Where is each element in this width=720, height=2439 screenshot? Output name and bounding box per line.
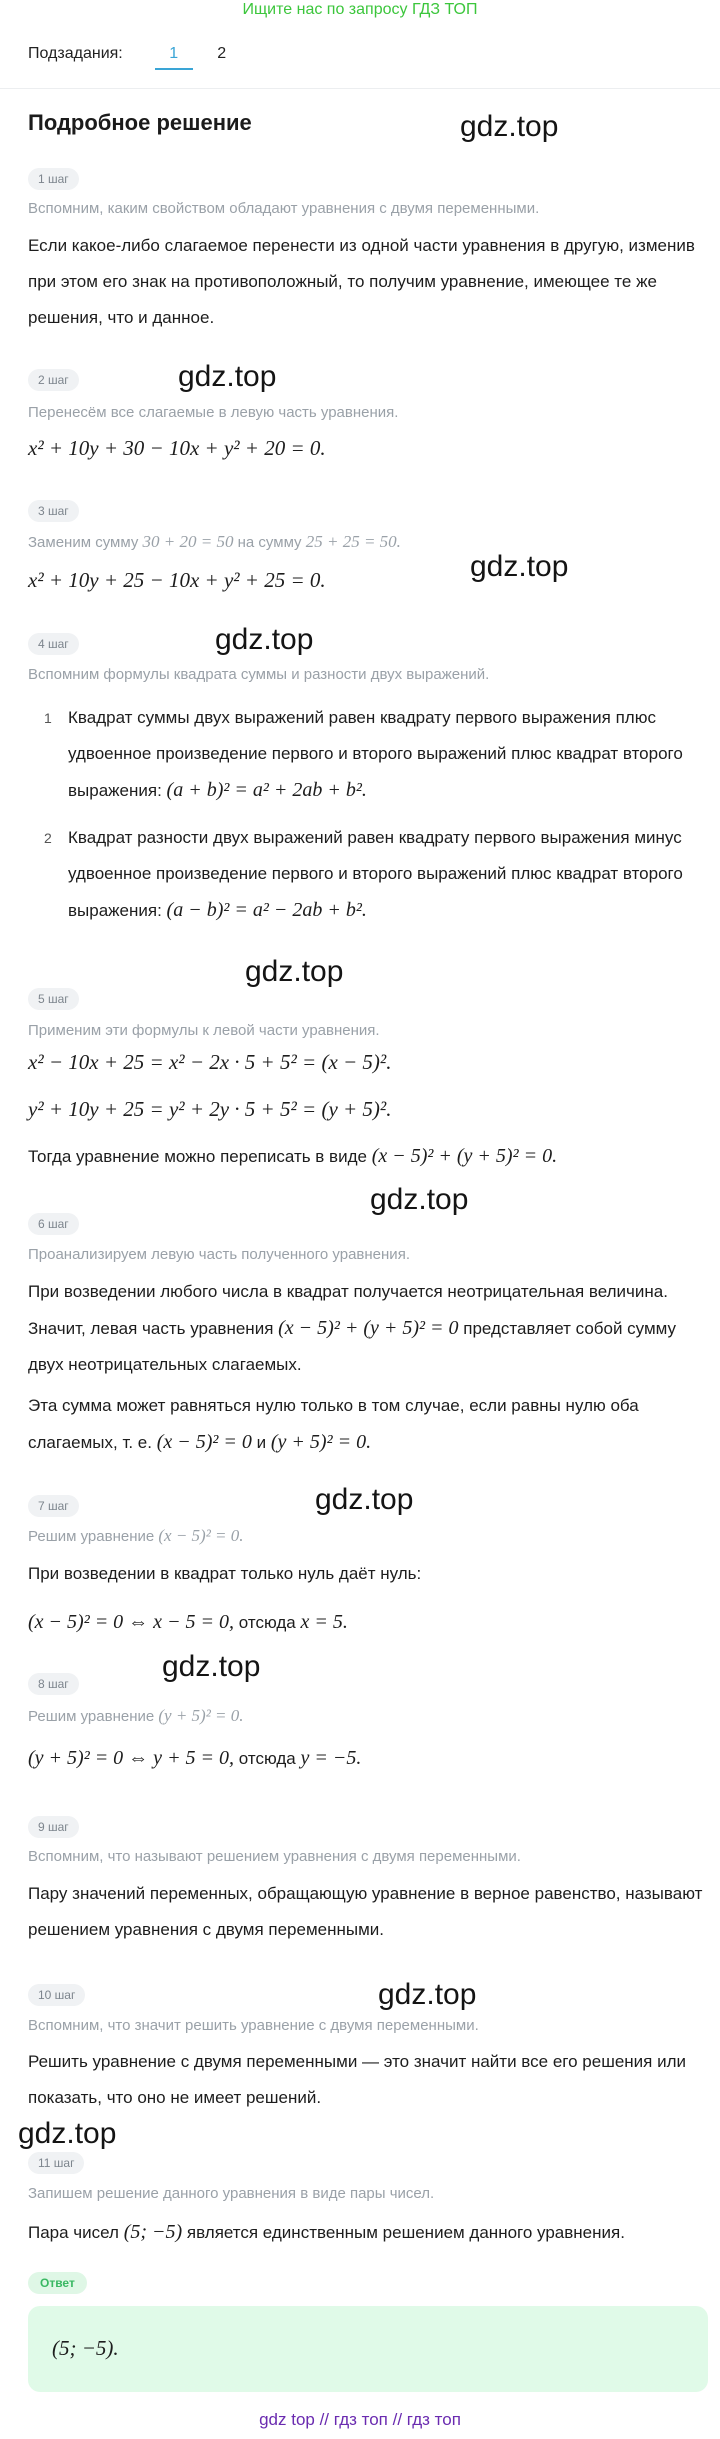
hint-math: (x − 5)² = 0. — [158, 1526, 244, 1545]
step-badge: 3 шаг — [28, 500, 79, 522]
step-text: Решить уравнение с двумя переменными — это значит найти все его решения или показать, что оно не имеет решений. — [28, 2052, 687, 2107]
text-part: отсюда — [238, 1613, 296, 1632]
hint-text: Решим уравнение — [28, 1528, 155, 1545]
step-hint: Вспомним, что значит решить уравнение с двумя переменными. — [28, 2017, 479, 2034]
step-hint: Перенесём все слагаемые в левую часть уравнения. — [28, 404, 399, 421]
watermark: gdz.top — [178, 360, 277, 393]
hint-math: (y + 5)² = 0. — [158, 1706, 244, 1725]
text-part: отсюда — [238, 1749, 296, 1768]
watermark: gdz.top — [315, 1483, 414, 1516]
hint-text: на сумму — [237, 534, 302, 551]
text-math: x = 5. — [300, 1611, 348, 1633]
search-banner: Ищите нас по запросу ГДЗ ТОП — [242, 1, 478, 18]
text-part: Эта сумма может равняться нулю только в том случае, если равны нулю оба слагаемых, т. е. — [28, 1396, 639, 1452]
text-part: При возведении любого числа в квадрат получается неотрицательная величина. Значит, левая часть уравнения — [28, 1282, 668, 1338]
answer-box — [28, 2306, 708, 2392]
text-math: y = −5. — [300, 1747, 362, 1769]
watermark: gdz.top — [162, 1650, 261, 1683]
watermark: gdz.top — [18, 2117, 117, 2150]
tab-subtask-2[interactable]: 2 — [217, 45, 227, 62]
step-badge: 11 шаг — [28, 2152, 84, 2174]
hint-math: 25 + 25 = 50. — [305, 532, 401, 551]
tab-subtask-1[interactable]: 1 — [155, 40, 193, 70]
step-text — [28, 2214, 708, 2251]
step-badge: 8 шаг — [28, 1673, 79, 1695]
text-math: (x − 5)² = 0 — [156, 1431, 252, 1453]
text-math: (y + 5)² = 0 ⇔ y + 5 = 0, — [28, 1747, 235, 1769]
step-badge: 1 шаг — [28, 168, 79, 190]
step-formula: x² + 10y + 25 − 10x + y² + 25 = 0. — [28, 568, 326, 592]
text-math: (5; −5) — [123, 2221, 183, 2243]
watermark: gdz.top — [460, 110, 559, 143]
page-title: Подробное решение — [28, 110, 252, 135]
step-hint: Вспомним формулы квадрата суммы и разности двух выражений. — [28, 666, 490, 683]
step-badge: 5 шаг — [28, 988, 79, 1010]
subtasks-label: Подзадания: — [28, 45, 123, 62]
step-formula — [28, 1740, 708, 1777]
step-hint: Проанализируем левую часть полученного уравнения. — [28, 1246, 410, 1263]
step-formula: x² + 10y + 30 − 10x + y² + 20 = 0. — [28, 436, 326, 460]
list-text: Квадрат суммы двух выражений равен квадрату первого выражения плюс удвоенное произведение первого и второго выражений плюс квадрат второго выражения: — [68, 708, 683, 800]
watermark: gdz.top — [378, 1978, 477, 2011]
list-number: 2 — [44, 830, 52, 846]
text-math: (x − 5)² = 0 ⇔ x − 5 = 0, — [28, 1611, 235, 1633]
step-badge: 7 шаг — [28, 1495, 79, 1517]
step-badge: 2 шаг — [28, 369, 79, 391]
step-text — [28, 1274, 708, 1383]
text-part: является единственным решением данного уравнения. — [186, 2223, 625, 2242]
step-hint: Применим эти формулы к левой части уравнения. — [28, 1022, 380, 1039]
text-math: (x − 5)² + (y + 5)² = 0 — [278, 1317, 459, 1339]
list-math: (a − b)² = a² − 2ab + b². — [166, 899, 367, 921]
step-badge: 9 шаг — [28, 1816, 79, 1838]
step-hint — [28, 1526, 244, 1546]
hint-math: 30 + 20 = 50 — [142, 532, 234, 551]
step-hint: Вспомним, каким свойством обладают уравнения с двумя переменными. — [28, 200, 540, 217]
step-hint — [28, 532, 401, 552]
divider — [0, 88, 720, 89]
step-hint — [28, 1706, 244, 1726]
step-badge: 4 шаг — [28, 633, 79, 655]
step-hint: Вспомним, что называют решением уравнения с двумя переменными. — [28, 1848, 521, 1865]
hint-text: Решим уравнение — [28, 1708, 155, 1725]
list-item — [44, 700, 694, 809]
answer-value: (5; −5). — [52, 2336, 119, 2360]
step-badge: 6 шаг — [28, 1213, 79, 1235]
step-text: Если какое-либо слагаемое перенести из одной части уравнения в другую, изменив при этом его знак на противоположный, то получим уравнение, имеющее те же решения, что и данное. — [28, 236, 695, 327]
text-part: представляет собой сумму двух неотрицательных слагаемых. — [28, 1319, 677, 1374]
subtasks-bar — [28, 40, 708, 80]
step-text: При возведении в квадрат только нуль даёт нуль: — [28, 1564, 422, 1583]
watermark: gdz.top — [215, 623, 314, 656]
step-formula — [28, 1604, 708, 1641]
text-math: (x − 5)² + (y + 5)² = 0. — [371, 1145, 558, 1167]
step-badge: 10 шаг — [28, 1984, 85, 2006]
step-text: Пару значений переменных, обращающую уравнение в верное равенство, называют решением уравнения с двумя переменными. — [28, 1884, 703, 1939]
text-part: Пара чисел — [28, 2223, 119, 2242]
list-math: (a + b)² = a² + 2ab + b². — [166, 779, 367, 801]
hint-text: Заменим сумму — [28, 534, 139, 551]
footer-links[interactable]: gdz top // гдз топ // гдз топ — [259, 2410, 461, 2429]
list-number: 1 — [44, 710, 52, 726]
step-hint: Запишем решение данного уравнения в виде пары чисел. — [28, 2185, 435, 2202]
list-item — [44, 820, 694, 929]
watermark: gdz.top — [470, 550, 569, 583]
step-formula: y² + 10y + 25 = y² + 2y · 5 + 5² = (y + 5)². — [28, 1097, 392, 1121]
step-text — [28, 1138, 708, 1175]
text-part: и — [256, 1433, 267, 1452]
answer-badge: Ответ — [28, 2272, 87, 2294]
text-math: (y + 5)² = 0. — [270, 1431, 372, 1453]
text-part: Тогда уравнение можно переписать в виде — [28, 1147, 367, 1166]
step-formula: x² − 10x + 25 = x² − 2x · 5 + 5² = (x − 5)². — [28, 1050, 392, 1074]
watermark: gdz.top — [370, 1183, 469, 1216]
step-text — [28, 1388, 708, 1461]
watermark: gdz.top — [245, 955, 344, 988]
list-text: Квадрат разности двух выражений равен квадрату первого выражения минус удвоенное произведение первого и второго выражений плюс квадрат второго выражения: — [68, 828, 683, 920]
